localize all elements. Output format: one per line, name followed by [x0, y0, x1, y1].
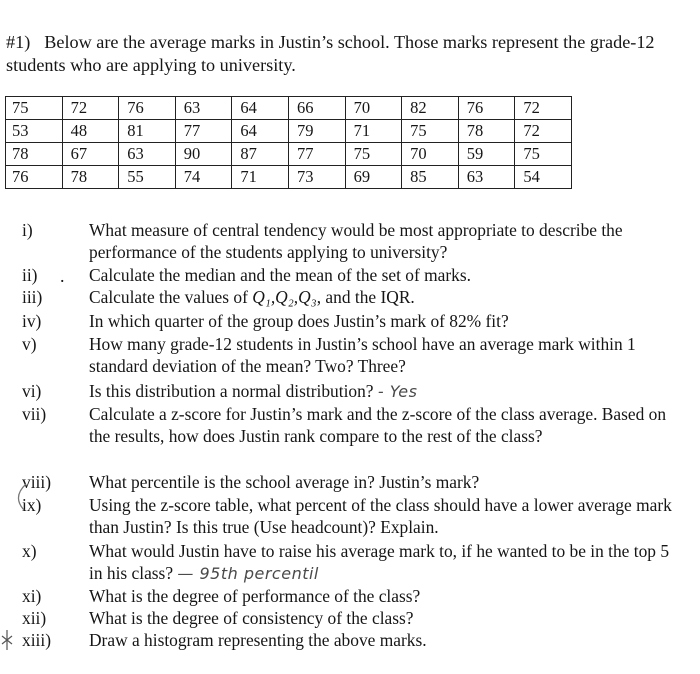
table-cell: 63	[175, 97, 232, 120]
question-text: Calculate the median and the mean of the set of marks.	[89, 265, 471, 285]
table-cell: 78	[6, 143, 63, 166]
table-cell: 67	[62, 143, 119, 166]
table-cell: 53	[6, 120, 63, 143]
table-cell: 64	[232, 120, 289, 143]
problem-intro: Below are the average marks in Justin’s school. Those marks represent the grade-12 students who are applying to university.	[6, 32, 655, 75]
question-text: Draw a histogram representing the above marks.	[89, 630, 427, 650]
stray-dot-mark: .	[60, 266, 65, 286]
question-text: How many grade-12 students in Justin’s school have an average mark within 1 standard deviation of the mean? Two? Three?	[89, 334, 636, 376]
table-cell: 71	[345, 120, 402, 143]
question-number: xiii)	[22, 630, 51, 650]
table-row	[6, 120, 572, 143]
table-cell: 76	[458, 97, 515, 120]
question-number: vii)	[22, 404, 47, 424]
table-cell: 63	[458, 166, 515, 189]
table-cell: 90	[175, 143, 232, 166]
problem-number: #1)	[6, 32, 31, 52]
margin-star-mark	[0, 628, 14, 652]
table-cell: 74	[175, 166, 232, 189]
question-text: What measure of central tendency would be most appropriate to describe the performance of the students applying to university?	[89, 220, 623, 262]
table-cell: 71	[232, 166, 289, 189]
table-cell: 66	[288, 97, 345, 120]
table-cell: 69	[345, 166, 402, 189]
question-number: xii)	[22, 608, 47, 628]
table-cell: 81	[119, 120, 176, 143]
table-cell: 76	[119, 97, 176, 120]
table-cell: 76	[6, 166, 63, 189]
table-cell: 54	[515, 166, 572, 189]
table-cell: 59	[458, 143, 515, 166]
table-row	[6, 143, 572, 166]
question-number: x)	[22, 541, 37, 561]
marks-table	[5, 96, 572, 189]
question-text-tail: , and the IQR.	[316, 287, 415, 307]
question-number: iv)	[22, 311, 42, 331]
question-text	[89, 380, 679, 403]
table-cell: 85	[402, 166, 459, 189]
question-text: What is the degree of performance of the class?	[89, 586, 421, 606]
table-row	[6, 97, 572, 120]
question-text: What percentile is the school average in? Justin’s mark?	[89, 472, 480, 492]
question-number: vi)	[22, 381, 42, 401]
question-number: v)	[22, 334, 37, 354]
table-cell: 70	[402, 143, 459, 166]
table-cell: 55	[119, 166, 176, 189]
problem-header	[6, 31, 691, 77]
table-cell: 72	[62, 97, 119, 120]
table-cell: 72	[515, 97, 572, 120]
pencil-arc-mark	[8, 482, 28, 512]
question-text-lead: Calculate the values of	[89, 287, 253, 307]
quartile-symbols: Q₁,Q₂,Q₃	[252, 287, 317, 307]
question-text-body: What would Justin have to raise his average mark to, if he wanted to be in the top 5 in his class?	[89, 541, 670, 583]
question-text: Calculate a z-score for Justin’s mark and the z-score of the class average. Based on the results, how does Justin rank compare to the rest of the class?	[89, 404, 667, 446]
question-number: xi)	[22, 586, 42, 606]
table-cell: 78	[62, 166, 119, 189]
table-cell: 77	[288, 143, 345, 166]
question-number: ix)	[22, 495, 42, 515]
table-cell: 72	[515, 120, 572, 143]
table-cell: 75	[515, 143, 572, 166]
table-cell: 63	[119, 143, 176, 166]
table-cell: 64	[232, 97, 289, 120]
question-text	[89, 540, 679, 585]
question-number: iii)	[22, 287, 43, 307]
table-cell: 82	[402, 97, 459, 120]
handwritten-answer: — 95th percentil	[177, 564, 319, 583]
table-cell: 78	[458, 120, 515, 143]
question-text	[89, 286, 679, 308]
question-text: Using the z-score table, what percent of the class should have a lower average mark than Justin? Is this true (Use headcount)? Explain.	[89, 495, 672, 537]
table-cell: 75	[402, 120, 459, 143]
question-number: i)	[22, 220, 33, 240]
handwritten-answer: - Yes	[377, 382, 418, 401]
table-cell: 79	[288, 120, 345, 143]
table-cell: 75	[345, 143, 402, 166]
table-cell: 70	[345, 97, 402, 120]
question-number: ii)	[22, 265, 38, 285]
question-text: In which quarter of the group does Justin’s mark of 82% fit?	[89, 311, 509, 331]
table-cell: 48	[62, 120, 119, 143]
table-cell: 87	[232, 143, 289, 166]
question-number: viii)	[22, 472, 51, 492]
table-cell: 77	[175, 120, 232, 143]
question-text: What is the degree of consistency of the class?	[89, 608, 414, 628]
table-cell: 73	[288, 166, 345, 189]
table-cell: 75	[6, 97, 63, 120]
table-row	[6, 166, 572, 189]
question-text-body: Is this distribution a normal distribution?	[89, 381, 374, 401]
